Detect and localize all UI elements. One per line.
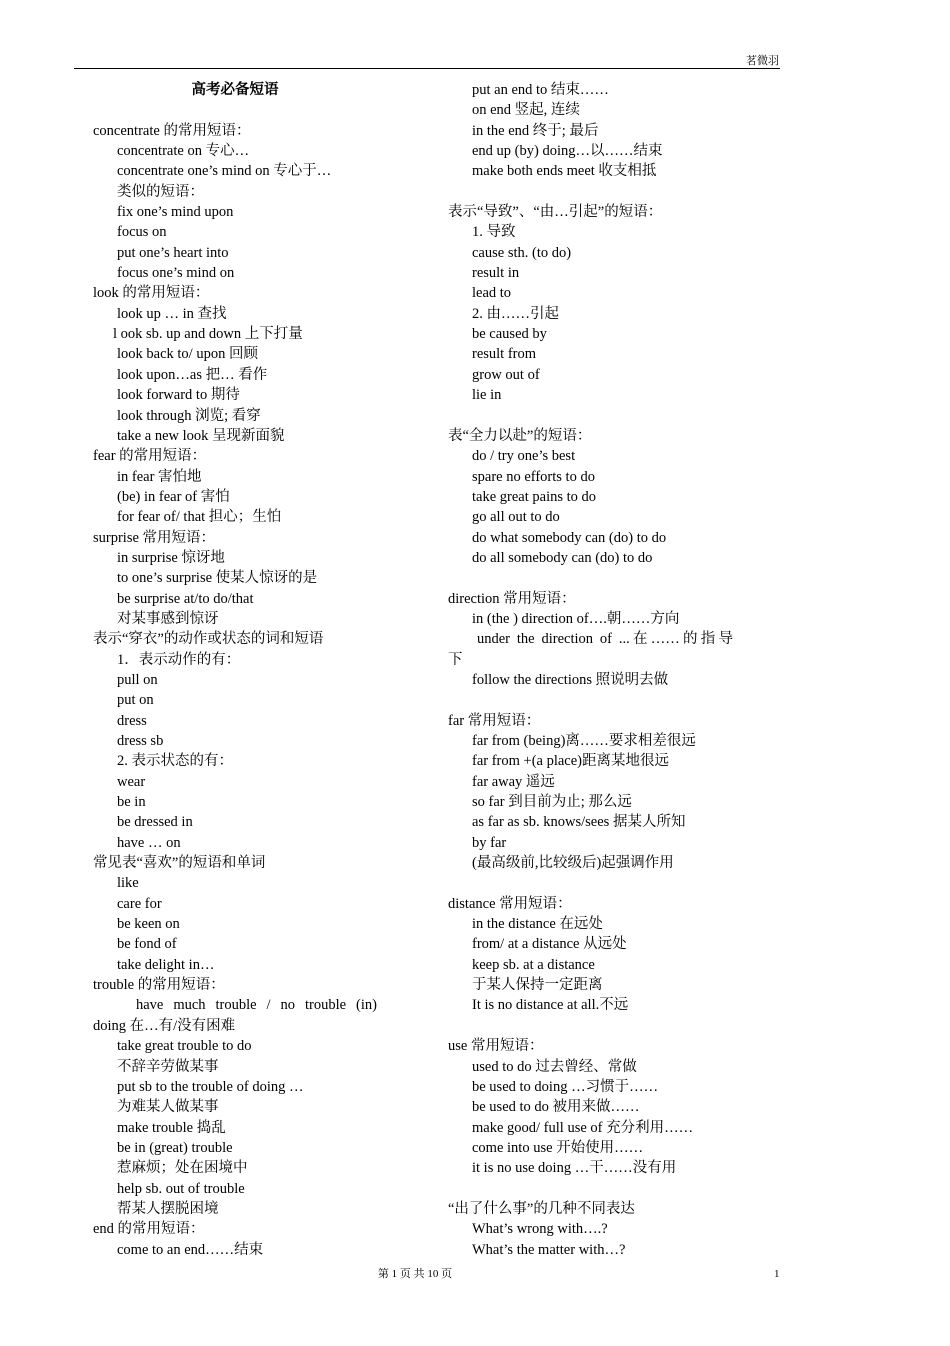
footer-page-label: 第 1 页 共 10 页 xyxy=(377,1268,453,1280)
text-line: fix one’s mind upon xyxy=(117,204,234,221)
text-line: take great pains to do xyxy=(472,488,597,505)
text-line: use 常用短语： xyxy=(448,1038,544,1055)
footer-page-number: 1 xyxy=(774,1268,780,1280)
text-line: look 的常用短语： xyxy=(93,285,210,302)
text-line: fear 的常用短语： xyxy=(93,448,207,465)
text-line: look upon…as 把… 看作 xyxy=(117,366,268,383)
text-line: 于某人保持一定距离 xyxy=(472,977,603,994)
text-line: have much trouble / no trouble (in) xyxy=(136,997,377,1014)
text-line: grow out of xyxy=(472,366,540,383)
text-line: take delight in… xyxy=(117,956,215,973)
text-line: be fond of xyxy=(117,936,177,953)
text-line: be surprise at/to do/that xyxy=(117,590,254,607)
text-line: from/ at a distance 从远处 xyxy=(472,936,627,953)
text-line: keep sb. at a distance xyxy=(472,956,595,973)
text-line xyxy=(448,873,733,893)
text-line: be in xyxy=(117,794,146,811)
text-line: 常见表“喜欢”的短语和单词 xyxy=(93,855,266,872)
text-line: 帮某人摆脱困境 xyxy=(117,1200,219,1217)
text-line: put an end to 结束…… xyxy=(472,82,609,98)
text-line: l ook sb. up and down 上下打量 xyxy=(113,326,303,343)
text-line: put on xyxy=(117,692,154,709)
text-line: result in xyxy=(472,265,520,282)
text-line: cause sth. (to do) xyxy=(472,244,572,261)
document-title: 高考必备短语 xyxy=(191,82,279,98)
text-line: put one’s heart into xyxy=(117,244,229,261)
text-line: on end 竖起, 连续 xyxy=(472,102,580,119)
text-line: (be) in fear of 害怕 xyxy=(117,488,230,505)
text-line: 2. 由……引起 xyxy=(472,305,559,322)
header-author: 茗微羽 xyxy=(746,55,779,67)
text-line: be dressed in xyxy=(117,814,193,831)
text-line: lie in xyxy=(472,387,502,404)
text-line: 不辞辛劳做某事 xyxy=(117,1058,219,1075)
text-line: come into use 开始使用…… xyxy=(472,1139,644,1156)
text-line: 类似的短语： xyxy=(117,183,204,200)
text-line: What’s wrong with….? xyxy=(472,1221,608,1238)
text-line: under the direction of ...在……的指导 xyxy=(477,631,733,648)
text-line xyxy=(448,690,733,710)
text-line: be used to do 被用来做…… xyxy=(472,1099,640,1116)
text-line: for fear of/ that 担心；生怕 xyxy=(117,509,282,526)
text-line: look through 浏览; 看穿 xyxy=(117,407,261,424)
text-line: 对某事感到惊讶 xyxy=(117,610,219,627)
text-line: 下 xyxy=(448,651,463,668)
text-line: far from (being)离……要求相差很远 xyxy=(472,733,696,749)
text-line xyxy=(448,182,733,202)
text-line: be keen on xyxy=(117,916,180,933)
text-line xyxy=(93,100,377,120)
text-line: dress xyxy=(117,712,147,729)
text-line: so far 到目前为止; 那么远 xyxy=(472,794,632,811)
text-line: have … on xyxy=(117,834,181,851)
text-line: 1. 导致 xyxy=(472,224,516,241)
header-rule xyxy=(74,68,780,69)
text-line: 惹麻烦；处在困境中 xyxy=(117,1160,248,1177)
text-line: do all somebody can (do) to do xyxy=(472,549,653,566)
text-line: pull on xyxy=(117,671,158,688)
text-line: make both ends meet 收支相抵 xyxy=(472,163,657,180)
text-line: make good/ full use of 充分利用…… xyxy=(472,1119,694,1136)
text-line: wear xyxy=(117,773,146,790)
text-line: 为难某人做某事 xyxy=(117,1099,219,1116)
text-line: end up (by) doing…以……结束 xyxy=(472,143,663,160)
left-column xyxy=(93,80,377,1260)
text-line: trouble 的常用短语： xyxy=(93,977,225,994)
text-line: follow the directions 照说明去做 xyxy=(472,671,669,688)
text-line: look back to/ upon 回顾 xyxy=(117,346,258,363)
text-line: direction 常用短语： xyxy=(448,590,576,607)
text-line: used to do 过去曾经、常做 xyxy=(472,1058,637,1075)
text-line: as far as sb. knows/sees 据某人所知 xyxy=(472,814,686,831)
text-line: to one’s surprise 使某人惊讶的是 xyxy=(117,570,318,587)
text-line: dress sb xyxy=(117,733,164,749)
text-line: do / try one’s best xyxy=(472,448,576,465)
text-line: it is no use doing …干……没有用 xyxy=(472,1160,677,1177)
text-line: take a new look 呈现新面貌 xyxy=(117,427,285,444)
text-line: lead to xyxy=(472,285,512,302)
text-line: 表示“导致”、“由…引起”的短语： xyxy=(448,204,663,221)
text-line xyxy=(448,1016,733,1036)
text-line: result from xyxy=(472,346,537,363)
text-line: It is no distance at all.不远 xyxy=(472,997,629,1014)
text-line: distance 常用短语： xyxy=(448,895,572,912)
text-line: far 常用短语： xyxy=(448,712,541,729)
text-line: do what somebody can (do) to do xyxy=(472,529,667,546)
text-line: in (the ) direction of….朝……方向 xyxy=(472,610,680,627)
text-line xyxy=(448,1179,733,1199)
text-line: “出了什么事”的几种不同表达 xyxy=(448,1200,635,1217)
text-line: 表示“穿衣”的动作或状态的词和短语 xyxy=(93,631,324,648)
text-line: far away 遥远 xyxy=(472,773,555,790)
text-line: put sb to the trouble of doing … xyxy=(117,1078,304,1095)
text-line: make trouble 捣乱 xyxy=(117,1119,226,1136)
text-line: focus one’s mind on xyxy=(117,265,235,282)
text-line xyxy=(448,568,733,588)
text-line: come to an end……结束 xyxy=(117,1241,264,1258)
text-line: take great trouble to do xyxy=(117,1038,252,1055)
text-line: in the end 终于; 最后 xyxy=(472,122,599,139)
text-line: look up … in 查找 xyxy=(117,305,227,322)
text-line: like xyxy=(117,875,139,892)
text-line: concentrate on 专心… xyxy=(117,143,250,160)
text-line: go all out to do xyxy=(472,509,560,526)
text-line: by far xyxy=(472,834,507,851)
text-line: care for xyxy=(117,895,162,912)
text-line: be in (great) trouble xyxy=(117,1139,233,1156)
text-line: be caused by xyxy=(472,326,547,343)
text-line: focus on xyxy=(117,224,167,241)
text-line: spare no efforts to do xyxy=(472,468,595,485)
text-line: doing 在…有/没有困难 xyxy=(93,1017,236,1034)
text-line: in surprise 惊讶地 xyxy=(117,549,225,566)
text-line: be used to doing …习惯于…… xyxy=(472,1078,659,1095)
text-line: (最高级前,比较级后)起强调作用 xyxy=(472,855,674,872)
text-line: end 的常用短语： xyxy=(93,1221,205,1238)
text-line xyxy=(448,406,733,426)
text-line: surprise 常用短语： xyxy=(93,529,216,546)
text-line: in fear 害怕地 xyxy=(117,468,202,485)
text-line: 2. 表示状态的有： xyxy=(117,753,233,770)
text-line: look forward to 期待 xyxy=(117,387,240,404)
text-line: 表“全力以赴”的短语： xyxy=(448,427,592,444)
text-line: help sb. out of trouble xyxy=(117,1180,245,1197)
text-line: 1．表示动作的有： xyxy=(117,651,241,668)
text-line: concentrate one’s mind on 专心于… xyxy=(117,163,332,180)
text-line: in the distance 在远处 xyxy=(472,916,603,933)
text-line: concentrate 的常用短语： xyxy=(93,122,251,139)
text-line: far from +(a place)距离某地很远 xyxy=(472,753,670,770)
right-column xyxy=(448,80,733,1260)
text-line: What’s the matter with…? xyxy=(472,1241,626,1258)
